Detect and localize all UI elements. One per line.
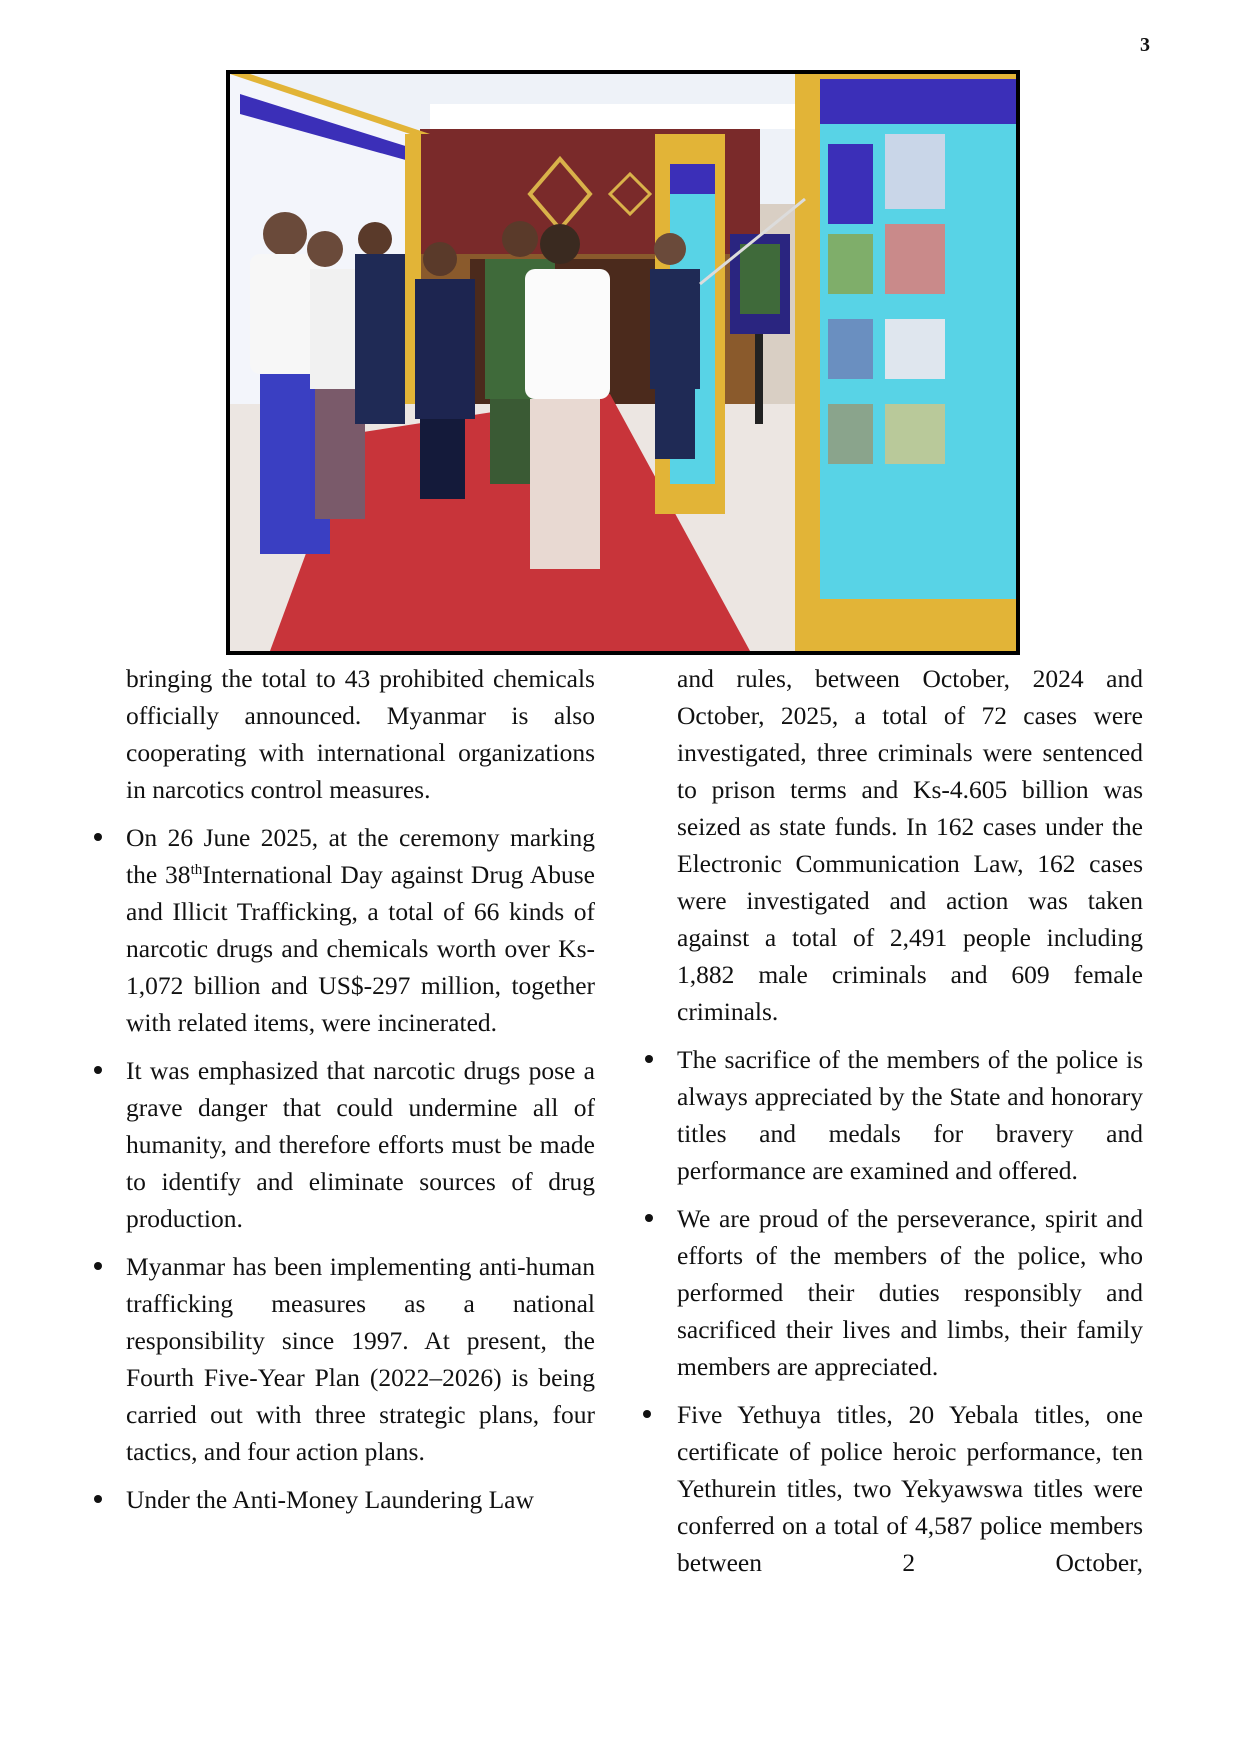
bullet-item-narcotic-danger bbox=[92, 1052, 595, 1237]
bullet-item-police-sacrifice bbox=[643, 1041, 1143, 1189]
paragraph-text: On 26 June 2025, at the ceremony marking the 38 bbox=[126, 823, 595, 889]
bullet-icon bbox=[643, 1200, 655, 1237]
paragraph-text: The sacrifice of the members of the police is always appreciated by the State and honorary titles and medals for bravery and performance are examined and offered. bbox=[677, 1045, 1143, 1185]
bullet-icon bbox=[92, 819, 104, 856]
paragraph-text: We are proud of the perseverance, spirit and efforts of the members of the police, who performed their duties responsibly and sacrificed their lives and limbs, their family members are appreciated. bbox=[677, 1204, 1143, 1381]
bullet-item-police-perseverance bbox=[643, 1200, 1143, 1385]
bullet-item-human-trafficking bbox=[92, 1248, 595, 1470]
paragraph-text: and rules, between October, 2024 and October, 2025, a total of 72 cases were investigated, three criminals were sentenced to prison terms and Ks-4.605 billion was seized as state funds. In 162 cases under the Electronic Communication Law, 162 cases were investigated and action was taken against a total of 2,491 people including 1,882 male criminals and 609 female criminals. bbox=[677, 664, 1143, 1026]
bullet-item-money-laundering bbox=[92, 1481, 595, 1518]
bullet-item-drug-incineration bbox=[92, 819, 595, 1041]
paragraph-text: International Day against Drug Abuse and Illicit Trafficking, a total of 66 kinds of narcotic drugs and chemicals worth over Ks-1,072 billion and US$-297 million, together with related items, were incinerated. bbox=[126, 860, 595, 1037]
bullet-icon bbox=[92, 1481, 104, 1518]
paragraph-text: It was emphasized that narcotic drugs pose a grave danger that could undermine all of humanity, and therefore efforts must be made to identify and eliminate sources of drug production. bbox=[126, 1056, 595, 1233]
news-photo bbox=[226, 70, 1020, 655]
bullet-icon bbox=[643, 1396, 655, 1433]
right-text-column bbox=[643, 660, 1143, 1592]
bullet-icon bbox=[92, 1052, 104, 1089]
paragraph-text: Five Yethuya titles, 20 Yebala titles, one certificate of police heroic performance, ten Yethurein titles, two Yekyawswa titles were conferred on a total of 4,587 police members between 2 October, bbox=[677, 1400, 1143, 1577]
ordinal-suffix: th bbox=[190, 862, 203, 878]
bullet-item-titles-conferred bbox=[643, 1396, 1143, 1581]
paragraph-text: bringing the total to 43 prohibited chemicals officially announced. Myanmar is also cooperating with international organizations in narcotics control measures. bbox=[126, 664, 595, 804]
bullet-icon bbox=[92, 1248, 104, 1285]
paragraph-continuation bbox=[643, 660, 1143, 1030]
page-number: 3 bbox=[1140, 34, 1150, 56]
left-text-column bbox=[92, 660, 595, 1529]
photo-illustration bbox=[230, 74, 1016, 651]
paragraph-text: Myanmar has been implementing anti-human trafficking measures as a national responsibility since 1997. At present, the Fourth Five-Year Plan (2022–2026) is being carried out with three strategic plans, four tactics, and four action plans. bbox=[126, 1252, 595, 1466]
bullet-icon bbox=[643, 1041, 655, 1078]
paragraph-text: Under the Anti-Money Laundering Law bbox=[126, 1485, 534, 1514]
paragraph-continuation bbox=[92, 660, 595, 808]
